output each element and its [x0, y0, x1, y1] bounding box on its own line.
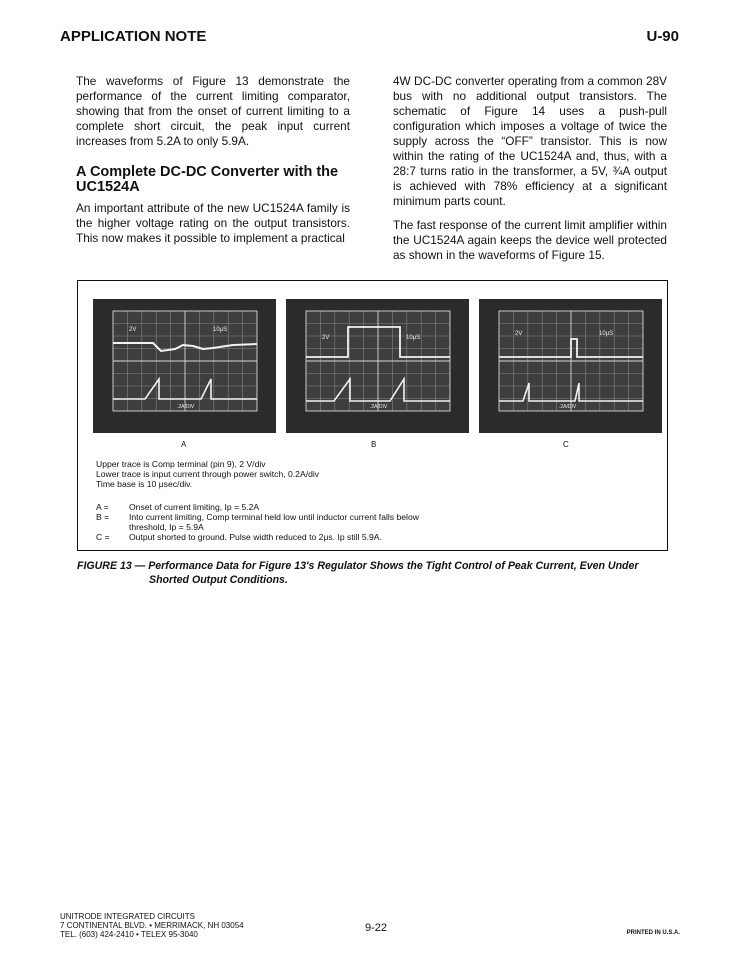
- panel-a-lower-scale: .2A/DIV: [177, 404, 195, 410]
- trace-description: [96, 459, 319, 489]
- printed-in-usa: PRINTED IN U.S.A.: [626, 930, 680, 936]
- panel-c-time-scale: 10μS: [599, 331, 614, 337]
- oscilloscope-panel-a: [93, 299, 276, 433]
- definition-row: [96, 512, 419, 522]
- figure-caption-line-2: Shorted Output Conditions.: [149, 574, 288, 586]
- footer-company: UNITRODE INTEGRATED CIRCUITS: [60, 912, 195, 921]
- panel-label-b: B: [371, 440, 377, 449]
- left-column: [76, 74, 350, 246]
- left-paragraph-2: An important attribute of the new UC1524A family is the higher voltage rating on the output transistors. This now makes it possible to implement a practical: [76, 201, 350, 245]
- panel-b-upper-scale: 2V: [322, 335, 330, 341]
- caption-line-lower-trace: Lower trace is input current through power switch, 0.2A/div: [96, 469, 320, 479]
- caption-line-time-base: Time base is 10 μsec/div.: [96, 479, 193, 489]
- panel-a-upper-scale: 2V: [129, 327, 137, 333]
- definition-text: Onset of current limiting, Ip = 5.2A: [129, 502, 260, 512]
- running-header-title: APPLICATION NOTE: [60, 28, 207, 45]
- definition-key: [96, 522, 129, 532]
- panel-c-lower-scale: .2A/DIV: [559, 404, 577, 410]
- document-number: U-90: [646, 28, 679, 45]
- figure-caption-line-1: FIGURE 13 — Performance Data for Figure 13's Regulator Shows the Tight Control of Peak Current, Even Under: [77, 560, 639, 572]
- condition-definitions: [96, 502, 419, 542]
- panel-c-upper-scale: 2V: [515, 331, 523, 337]
- left-paragraph-1: The waveforms of Figure 13 demonstrate the performance of the current limiting comparator, showing that from the onset of current limiting to a complete short circuit, the peak input current increases from 5.2A to only 5.9A.: [76, 74, 350, 148]
- definition-key: A =: [96, 502, 109, 512]
- oscilloscope-panel-b: [286, 299, 469, 433]
- right-column: [393, 74, 667, 263]
- definition-key: C =: [96, 532, 110, 542]
- definition-row: [96, 532, 419, 542]
- definition-text: Output shorted to ground. Pulse width reduced to 2μs. Ip still 5.9A.: [129, 532, 382, 542]
- figure-13-box: [77, 280, 668, 551]
- footer-phone: TEL. (603) 424-2410 • TELEX 95-3040: [60, 930, 198, 939]
- definition-text: threshold, Ip = 5.9A: [129, 522, 204, 532]
- section-heading: A Complete DC-DC Converter with the UC1524A: [76, 164, 339, 195]
- panel-b-lower-scale: .2A/DIV: [370, 404, 388, 410]
- definition-key: B =: [96, 512, 110, 522]
- page-number: 9-22: [365, 922, 388, 934]
- definition-text: Into current limiting, Comp terminal held low until inductor current falls below: [129, 512, 419, 522]
- panel-a-time-scale: 10μS: [213, 327, 228, 333]
- right-paragraph-1: 4W DC-DC converter operating from a common 28V bus with no additional output transistors. The schematic of Figure 14 uses a push-pull configuration which imposes a voltage of twice the supply across the “OFF” transistor. This is now within the rating of the UC1524A and, thus, with a 28:7 turns ratio in the transformer, a 5V, ¾A output is achieved with 78% efficiency at a significant minimum parts count.: [393, 74, 667, 208]
- figure-caption: [77, 559, 668, 587]
- definition-row: [96, 522, 419, 532]
- caption-line-upper-trace: Upper trace is Comp terminal (pin 9), 2 V/div: [96, 459, 266, 469]
- right-paragraph-2: The fast response of the current limit amplifier within the UC1524A again keeps the device well protected as shown in the waveforms of Figure 15.: [393, 218, 667, 262]
- definition-row: [96, 502, 419, 512]
- panel-label-a: A: [181, 440, 187, 449]
- panel-label-c: C: [563, 440, 569, 449]
- footer-address-block: [60, 912, 244, 939]
- panel-b-time-scale: 10μS: [406, 335, 421, 341]
- footer-address: 7 CONTINENTAL BLVD. • MERRIMACK, NH 03054: [60, 921, 244, 930]
- oscilloscope-panel-c: [479, 299, 662, 433]
